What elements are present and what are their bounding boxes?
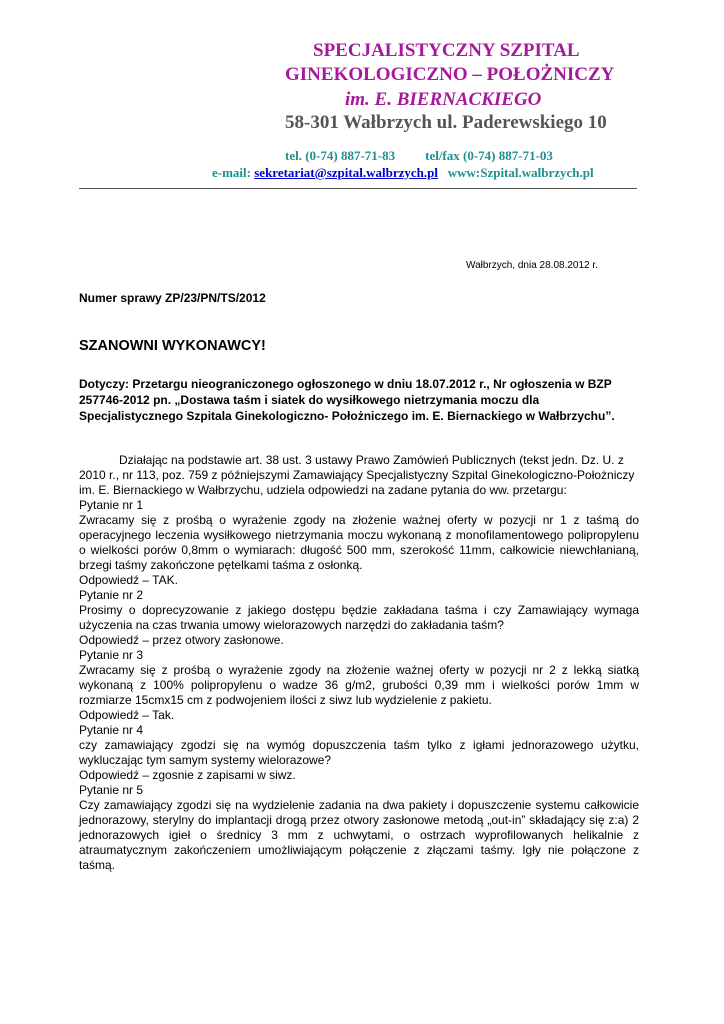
document-date: Wałbrzych, dnia 28.08.2012 r. — [466, 260, 598, 271]
answer-4: Odpowiedź – zgosnie z zapisami w siwz. — [79, 768, 296, 782]
answer-3: Odpowiedź – Tak. — [79, 708, 175, 722]
answer-1: Odpowiedź – TAK. — [79, 573, 178, 587]
question-4-text: czy zamawiający zgodzi się na wymóg dopuszczenia taśm tylko z igłami jednorazowego użytku, wykluczając tym samym systemy wielorazowe? — [79, 738, 639, 767]
question-2-label: Pytanie nr 2 — [79, 588, 144, 602]
fax-number: tel/fax (0-74) 887-71-03 — [425, 148, 553, 163]
letter-body — [79, 453, 639, 873]
email-link[interactable]: sekretariat@szpital.walbrzych.pl — [254, 165, 438, 180]
case-number: Numer sprawy ZP/23/PN/TS/2012 — [79, 291, 266, 305]
hospital-patron: im. E. BIERNACKIEGO — [345, 89, 542, 110]
question-3-label: Pytanie nr 3 — [79, 648, 144, 662]
hospital-name-line2: GINEKOLOGICZNO – POŁOŻNICZY — [285, 64, 615, 85]
answer-2: Odpowiedź – przez otwory zasłonowe. — [79, 633, 284, 647]
question-2-text: Prosimy o doprecyzowanie z jakiego dostępu będzie zakładana taśma i czy Zamawiający wymaga użyczenia na czas trwania umowy wielorazowych narzędzi do zakładania taśm? — [79, 603, 639, 632]
intro-paragraph: Działając na podstawie art. 38 ust. 3 ustawy Prawo Zamówień Publicznych (tekst jedn. Dz. U. z 2010 r., nr 113, poz. 759 z późniejszymi Zamawiający Specjalistyczny Szpital Ginekologiczno-Położniczy im. E. Biernackiego w Wałbrzychu, udziela odpowiedzi na zadane pytania do ww. przetargu: — [79, 453, 635, 497]
header-divider — [79, 188, 637, 189]
subject-paragraph: Dotyczy: Przetargu nieograniczonego ogłoszonego w dniu 18.07.2012 r., Nr ogłoszenia w BZP 257746-2012 pn. „Dostawa taśm i siatek do wysiłkowego nietrzymania moczu dla Specjalistycznego Szpitala Ginekologiczno- Położniczego im. E. Biernackiego w Wałbrzychu”. — [79, 377, 615, 423]
question-3-text: Zwracamy się z prośbą o wyrażenie zgody na złożenie ważnej oferty w pozycji nr 2 z lekką siatką wykonaną z 100% polipropylenu o wadze 36 g/m2, grubości 0,39 mm i wielkości porów 1mm w rozmiarze 15cmx15 cm z podwojeniem ilości z siwz lub wydzielenie z pakietu. — [79, 663, 639, 707]
contact-online — [212, 165, 594, 181]
question-4-label: Pytanie nr 4 — [79, 723, 144, 737]
greeting: SZANOWNI WYKONAWCY! — [79, 338, 266, 354]
website: www:Szpital.walbrzych.pl — [447, 165, 594, 180]
question-1-text: Zwracamy się z prośbą o wyrażenie zgody na złożenie ważnej oferty w pozycji nr 1 z taśmą do operacyjnego leczenia wysiłkowego nietrzymania moczu wykonaną z monofilamentowego polipropylenu o wielkości porów 0,8mm o wymiarach: długość 500 mm, szerokość 11mm, całkowicie niewchłanianą, brzegi taśmy zakończone pętelkami taśma z osłonką. — [79, 513, 639, 572]
contact-phones — [285, 148, 553, 164]
phone-number: tel. (0-74) 887-71-83 — [285, 148, 396, 163]
hospital-name-line1: SPECJALISTYCZNY SZPITAL — [313, 40, 580, 61]
question-5-label: Pytanie nr 5 — [79, 783, 144, 797]
email-label: e-mail: — [212, 165, 255, 180]
question-5-text: Czy zamawiający zgodzi się na wydzielenie zadania na dwa pakiety i dopuszczenie systemu całkowicie jednorazowy, sterylny do implantacji drogą przez otwory zasłonowe metodą „out-in” składający się z:a) 2 jednorazowych igieł o średnicy 3 mm z uchwytami, o ostrzach wyprofilowanych helikalnie z atraumatycznym zakończeniem umożliwiającym połączenie z złączami taśmy. Igły nie połączone z taśmą. — [79, 798, 639, 872]
hospital-address: 58-301 Wałbrzych ul. Paderewskiego 10 — [285, 112, 607, 133]
question-1-label: Pytanie nr 1 — [79, 498, 144, 512]
